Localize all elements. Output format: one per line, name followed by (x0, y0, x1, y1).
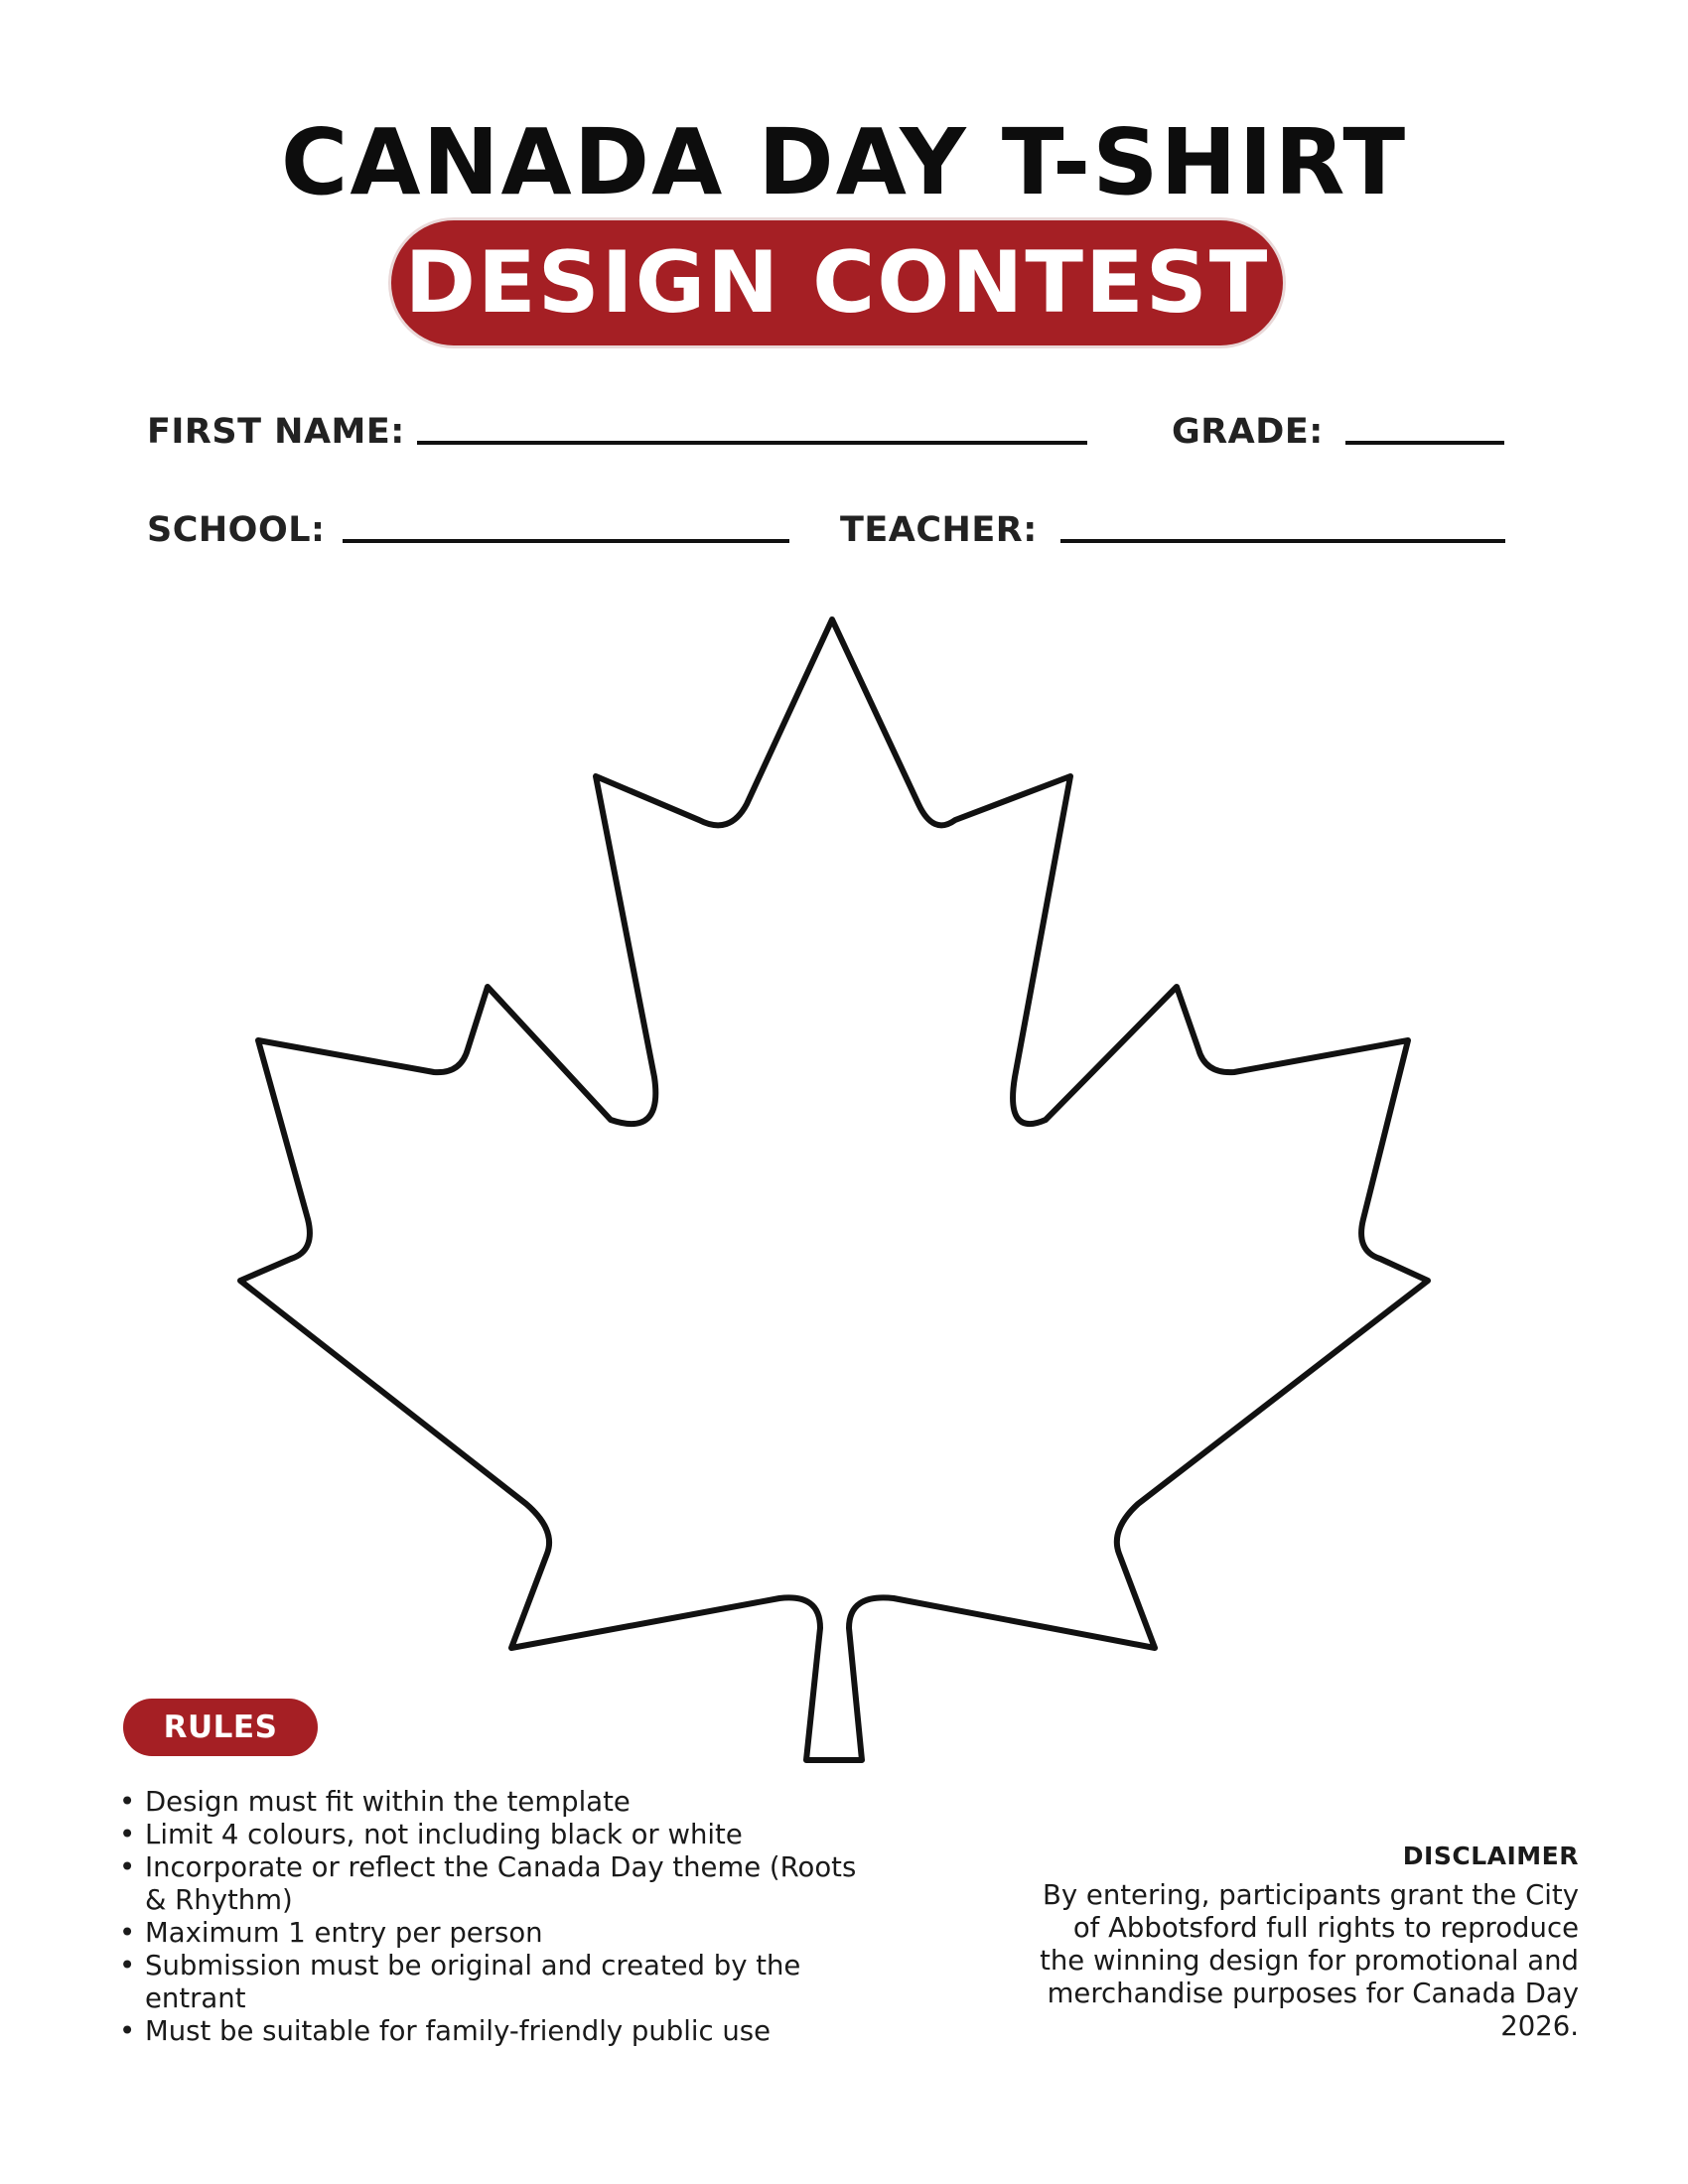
rule-text: Submission must be original and created by the entrant (145, 1950, 801, 2014)
maple-leaf-icon (240, 619, 1428, 1760)
rule-item (119, 1950, 874, 2015)
bullet-icon: • (119, 1950, 136, 1981)
subtitle-text: DESIGN CONTEST (404, 233, 1270, 333)
rule-item (119, 1786, 874, 1819)
rule-item (119, 2015, 874, 2048)
rule-text: Limit 4 colours, not including black or white (145, 1819, 743, 1850)
disclaimer-text: By entering, participants grant the City of Abbotsford full rights to reproduce the winning design for promotional and merchandise purposes for Canada Day 2026. (1040, 1879, 1579, 2042)
rules-badge (123, 1699, 318, 1756)
rule-item (119, 1851, 874, 1917)
bullet-icon: • (119, 1786, 136, 1818)
school-label: SCHOOL: (147, 510, 326, 550)
grade-label: GRADE: (1172, 412, 1324, 452)
bullet-icon: • (119, 1851, 136, 1883)
rule-item (119, 1819, 874, 1851)
rules-heading: RULES (163, 1709, 278, 1745)
rule-text: Must be suitable for family-friendly public use (145, 2015, 772, 2047)
rules-list (119, 1786, 874, 2048)
rule-text: Incorporate or reflect the Canada Day theme (Roots & Rhythm) (145, 1851, 857, 1916)
rule-text: Maximum 1 entry per person (145, 1917, 543, 1949)
disclaimer-heading: DISCLAIMER (1402, 1842, 1579, 1870)
rule-text: Design must fit within the template (145, 1786, 631, 1818)
teacher-label: TEACHER: (840, 510, 1038, 550)
bullet-icon: • (119, 2015, 136, 2047)
rule-item (119, 1917, 874, 1950)
bullet-icon: • (119, 1917, 136, 1949)
bullet-icon: • (119, 1819, 136, 1850)
first-name-label: FIRST NAME: (147, 412, 405, 452)
contest-title: CANADA DAY T-SHIRT (280, 109, 1408, 215)
